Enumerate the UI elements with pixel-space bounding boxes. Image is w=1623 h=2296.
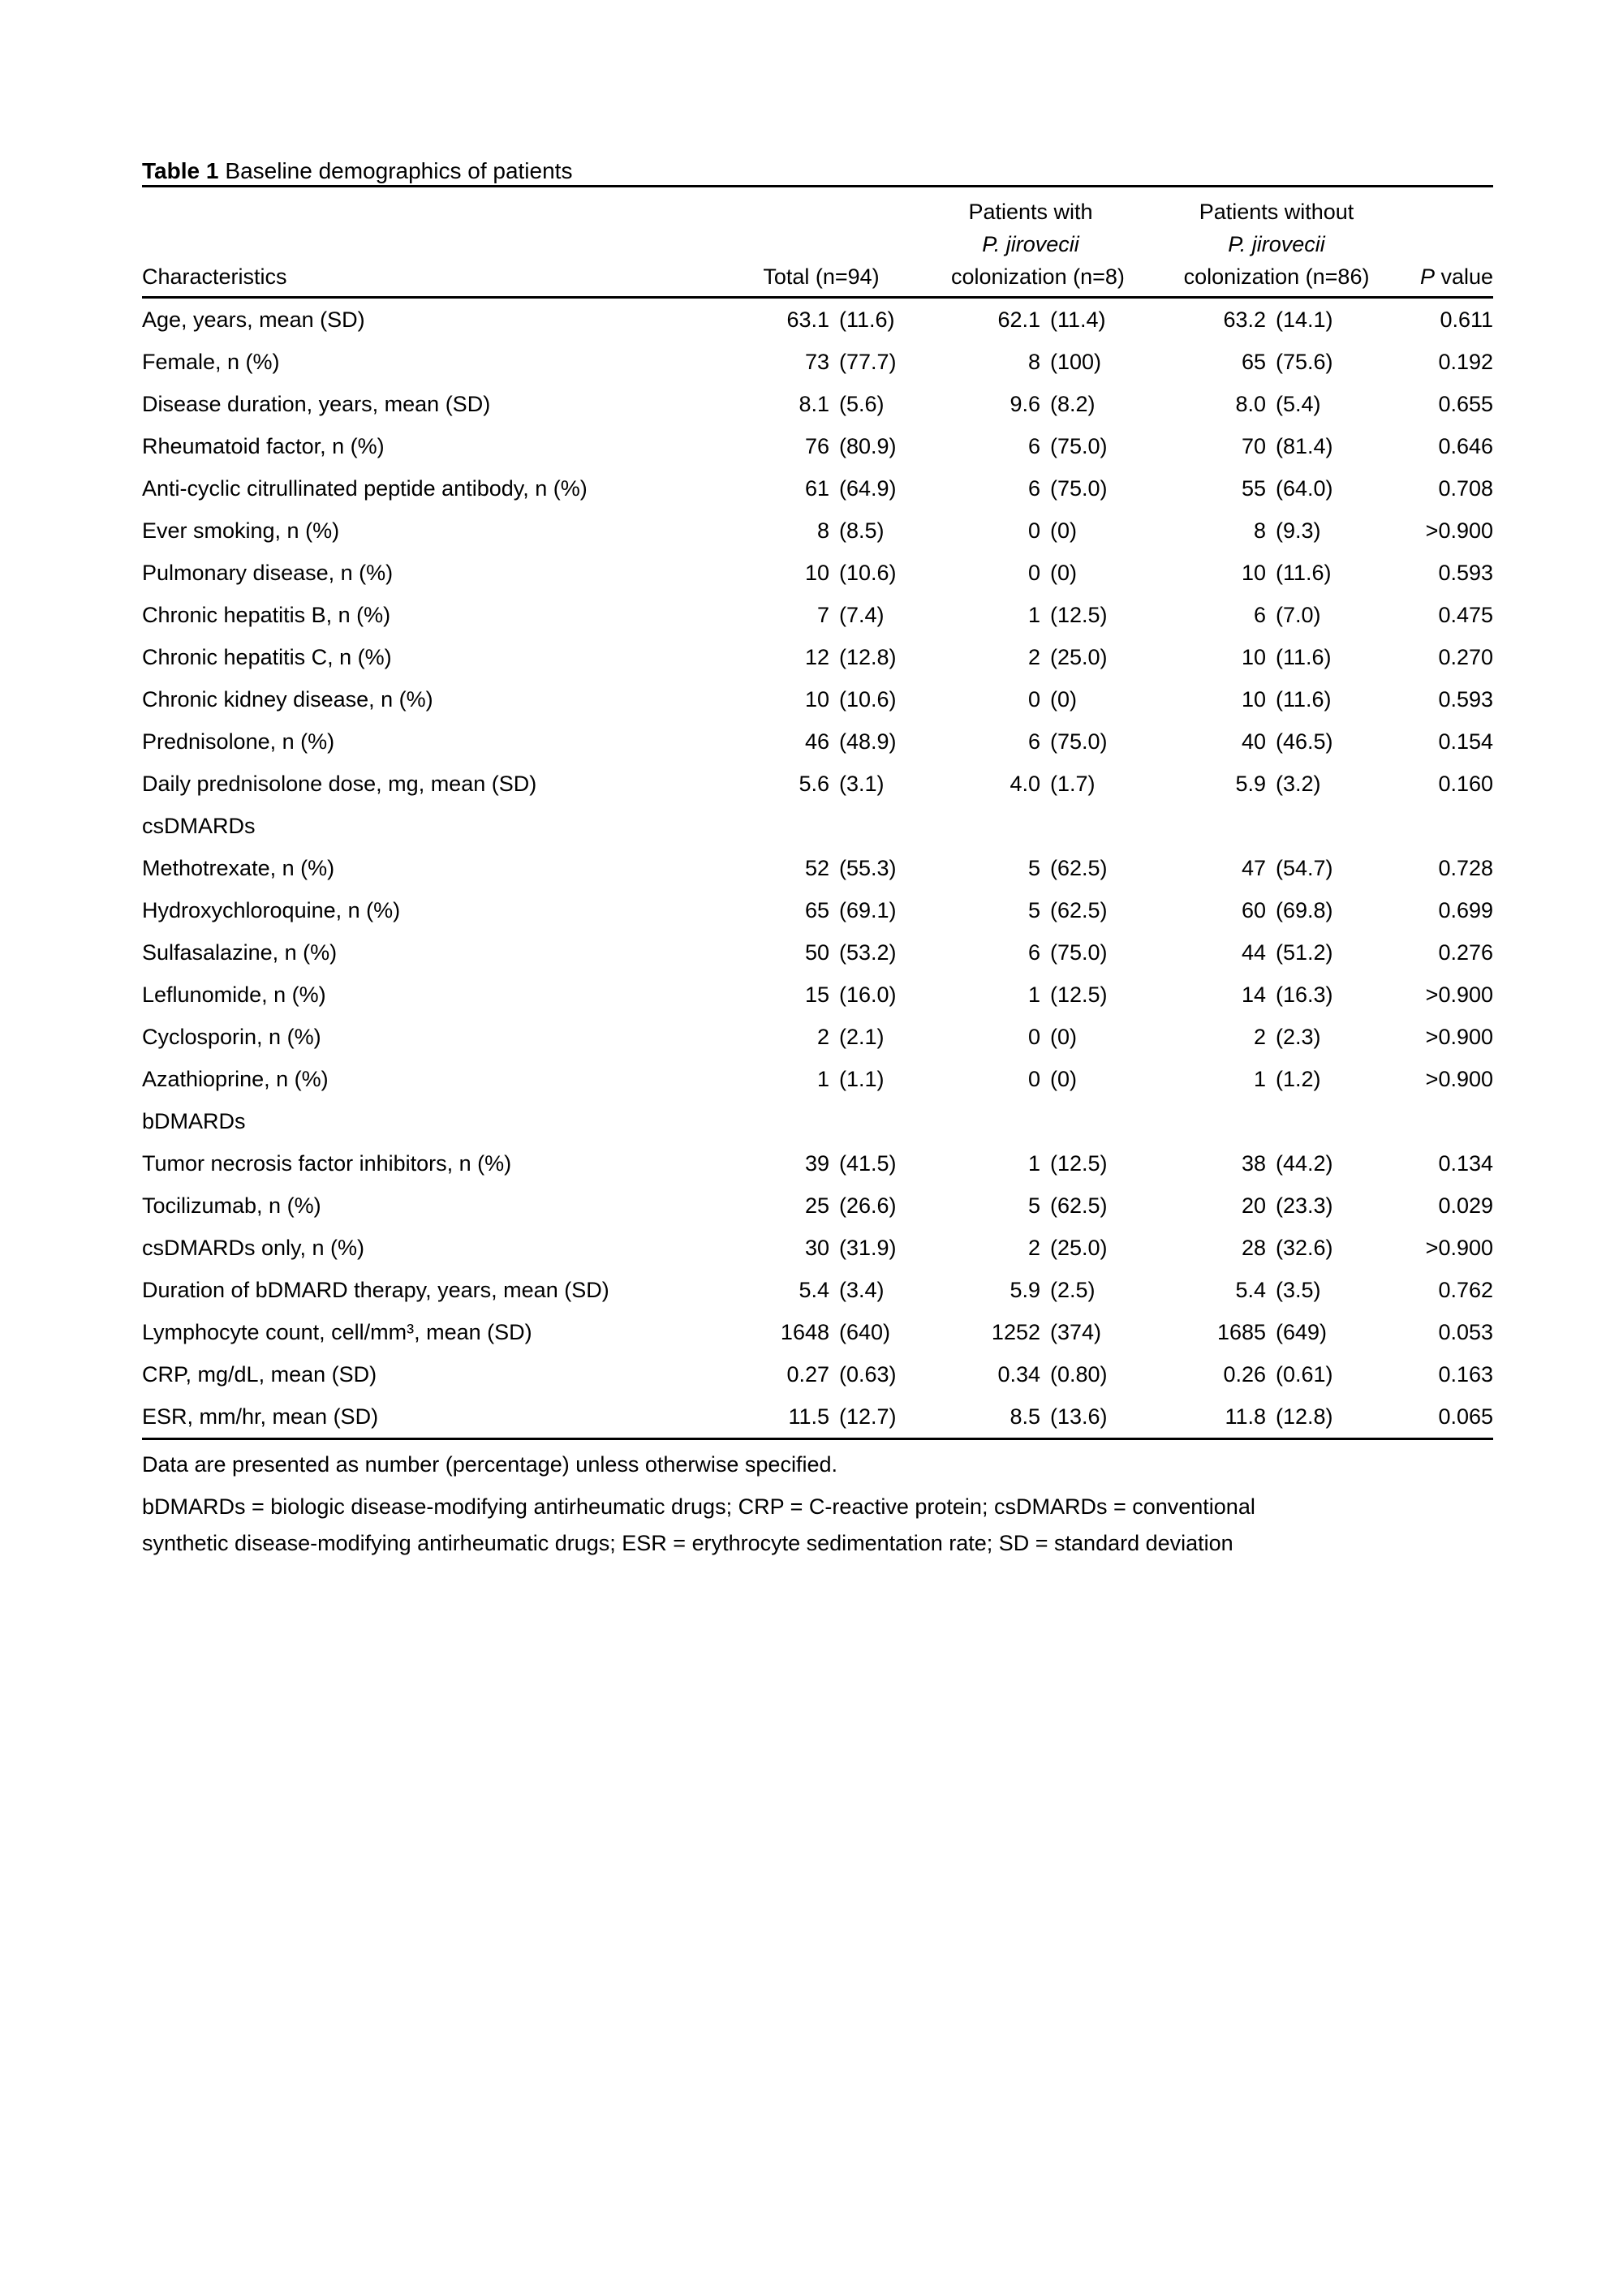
total-value: 2 <box>816 1025 829 1049</box>
row-label: Disease duration, years, mean (SD) <box>142 392 491 416</box>
colonized-value: 0 <box>1027 561 1040 585</box>
section-label: bDMARDs <box>142 1109 246 1133</box>
total-value: 52 <box>804 856 829 880</box>
footnotes <box>142 1448 1493 1562</box>
p-value: 0.611 <box>1440 307 1494 332</box>
noncolonized-value: 2 <box>1253 1025 1267 1049</box>
colonized-sd: (12.5) <box>1050 982 1108 1007</box>
col-header-pvalue-rest: value <box>1434 264 1494 289</box>
total-sd: (31.9) <box>839 1236 897 1260</box>
table-row <box>142 1058 1493 1100</box>
table-title <box>142 157 1493 185</box>
footnote-abbreviations-line-1: bDMARDs = biologic disease-modifying antirheumatic drugs; CRP = C-reactive protein; csDMARDs = conventional <box>142 1494 1255 1519</box>
total-value: 12 <box>804 645 829 669</box>
colonized-value: 1 <box>1027 1151 1040 1176</box>
noncolonized-sd: (44.2) <box>1276 1151 1333 1176</box>
colonized-sd: (75.0) <box>1050 434 1108 458</box>
noncolonized-sd: (2.3) <box>1276 1025 1321 1049</box>
row-label: Age, years, mean (SD) <box>142 307 365 332</box>
colonized-sd: (8.2) <box>1050 392 1096 416</box>
colonized-value: 8 <box>1027 350 1040 374</box>
p-value: 0.160 <box>1438 772 1494 796</box>
row-label: Sulfasalazine, n (%) <box>142 940 338 965</box>
total-value: 1648 <box>780 1320 829 1344</box>
total-sd: (53.2) <box>839 940 897 965</box>
total-value: 25 <box>804 1193 829 1218</box>
p-value: 0.728 <box>1438 856 1494 880</box>
noncolonized-value: 10 <box>1241 645 1267 669</box>
noncolonized-value: 11.8 <box>1225 1404 1267 1429</box>
colonized-sd: (25.0) <box>1050 645 1108 669</box>
total-sd: (8.5) <box>839 518 885 543</box>
colonized-sd: (12.5) <box>1050 1151 1108 1176</box>
table-row <box>142 678 1493 720</box>
table-row <box>142 931 1493 974</box>
colonized-value: 1 <box>1027 982 1040 1007</box>
p-value: 0.593 <box>1438 687 1494 712</box>
total-sd: (1.1) <box>839 1067 885 1091</box>
table-row <box>142 974 1493 1016</box>
table-row <box>142 383 1493 425</box>
p-value: 0.655 <box>1438 392 1494 416</box>
noncolonized-sd: (69.8) <box>1276 898 1333 922</box>
row-label: Cyclosporin, n (%) <box>142 1025 321 1049</box>
noncolonized-value: 10 <box>1241 561 1267 585</box>
total-sd: (16.0) <box>839 982 897 1007</box>
p-value: 0.065 <box>1438 1404 1494 1429</box>
table-row <box>142 889 1493 931</box>
p-value: 0.276 <box>1438 940 1494 965</box>
noncolonized-value: 1 <box>1253 1067 1267 1091</box>
p-value: >0.900 <box>1425 1236 1494 1260</box>
row-label: Duration of bDMARD therapy, years, mean (SD) <box>142 1278 609 1302</box>
total-sd: (640) <box>839 1320 891 1344</box>
col-header-noncolonized-line3: colonization (n=86) <box>1183 264 1370 289</box>
noncolonized-sd: (12.8) <box>1276 1404 1333 1429</box>
total-sd: (11.6) <box>839 307 895 332</box>
table-row <box>142 1227 1493 1269</box>
colonized-value: 9.6 <box>1010 392 1040 416</box>
total-value: 63.1 <box>786 307 829 332</box>
noncolonized-value: 40 <box>1241 729 1267 754</box>
p-value: 0.699 <box>1438 898 1494 922</box>
noncolonized-sd: (51.2) <box>1276 940 1333 965</box>
total-sd: (48.9) <box>839 729 897 754</box>
colonized-sd: (0) <box>1050 518 1077 543</box>
colonized-value: 2 <box>1027 645 1040 669</box>
noncolonized-value: 6 <box>1253 603 1267 627</box>
table-title-text: Baseline demographics of patients <box>225 158 573 183</box>
p-value: 0.708 <box>1438 476 1494 501</box>
total-value: 30 <box>804 1236 829 1260</box>
row-label: Chronic kidney disease, n (%) <box>142 687 433 712</box>
col-header-noncolonized-line1: Patients without <box>1199 200 1354 224</box>
footnote-abbreviations-line-2: synthetic disease-modifying antirheumatic drugs; ESR = erythrocyte sedimentation rate; SD = standard deviation <box>142 1531 1233 1555</box>
colonized-sd: (374) <box>1050 1320 1102 1344</box>
colonized-sd: (13.6) <box>1050 1404 1108 1429</box>
table-row <box>142 720 1493 763</box>
col-header-colonized <box>951 187 1169 298</box>
colonized-value: 1 <box>1027 603 1040 627</box>
col-header-colonized-line3: colonization (n=8) <box>951 264 1125 289</box>
table-row <box>142 1311 1493 1353</box>
total-sd: (77.7) <box>839 350 897 374</box>
colonized-value: 0 <box>1027 1067 1040 1091</box>
table-row <box>142 847 1493 889</box>
table-row <box>142 1269 1493 1311</box>
noncolonized-sd: (11.6) <box>1276 561 1332 585</box>
table-row <box>142 1395 1493 1439</box>
noncolonized-sd: (32.6) <box>1276 1236 1333 1260</box>
colonized-value: 0 <box>1027 1025 1040 1049</box>
total-value: 8 <box>816 518 829 543</box>
total-value: 5.6 <box>799 772 829 796</box>
noncolonized-sd: (81.4) <box>1276 434 1333 458</box>
row-label: Leflunomide, n (%) <box>142 982 326 1007</box>
noncolonized-sd: (54.7) <box>1276 856 1333 880</box>
p-value: 0.762 <box>1438 1278 1494 1302</box>
colonized-sd: (2.5) <box>1050 1278 1096 1302</box>
noncolonized-value: 28 <box>1241 1236 1267 1260</box>
colonized-value: 6 <box>1027 940 1040 965</box>
colonized-value: 1252 <box>991 1320 1040 1344</box>
p-value: 0.029 <box>1438 1193 1494 1218</box>
row-label: Anti-cyclic citrullinated peptide antibody, n (%) <box>142 476 588 501</box>
total-sd: (41.5) <box>839 1151 897 1176</box>
noncolonized-value: 1685 <box>1216 1320 1267 1344</box>
table-row <box>142 298 1493 342</box>
table-row <box>142 1142 1493 1185</box>
total-value: 73 <box>804 350 829 374</box>
row-label: Chronic hepatitis C, n (%) <box>142 645 392 669</box>
total-sd: (0.63) <box>839 1362 897 1387</box>
row-label: Lymphocyte count, cell/mm³, mean (SD) <box>142 1320 532 1344</box>
colonized-sd: (75.0) <box>1050 729 1108 754</box>
noncolonized-value: 10 <box>1241 687 1267 712</box>
p-value: >0.900 <box>1425 1067 1494 1091</box>
noncolonized-sd: (9.3) <box>1276 518 1321 543</box>
row-label: Pulmonary disease, n (%) <box>142 561 394 585</box>
noncolonized-sd: (3.2) <box>1276 772 1321 796</box>
total-sd: (64.9) <box>839 476 897 501</box>
noncolonized-sd: (0.61) <box>1276 1362 1333 1387</box>
total-sd: (5.6) <box>839 392 885 416</box>
colonized-value: 6 <box>1027 729 1040 754</box>
colonized-sd: (0) <box>1050 561 1077 585</box>
noncolonized-value: 5.9 <box>1235 772 1267 796</box>
row-label: Daily prednisolone dose, mg, mean (SD) <box>142 772 537 796</box>
noncolonized-sd: (649) <box>1276 1320 1328 1344</box>
total-sd: (3.1) <box>839 772 885 796</box>
noncolonized-value: 20 <box>1241 1193 1267 1218</box>
p-value: 0.154 <box>1438 729 1494 754</box>
row-label: CRP, mg/dL, mean (SD) <box>142 1362 377 1387</box>
noncolonized-value: 47 <box>1241 856 1267 880</box>
total-sd: (55.3) <box>839 856 897 880</box>
noncolonized-value: 70 <box>1241 434 1267 458</box>
p-value: 0.646 <box>1438 434 1494 458</box>
colonized-value: 8.5 <box>1010 1404 1040 1429</box>
table-row <box>142 425 1493 467</box>
noncolonized-sd: (23.3) <box>1276 1193 1333 1218</box>
noncolonized-sd: (11.6) <box>1276 687 1332 712</box>
col-header-pvalue <box>1389 187 1493 298</box>
row-label: csDMARDs only, n (%) <box>142 1236 365 1260</box>
colonized-value: 4.0 <box>1010 772 1040 796</box>
row-label: Methotrexate, n (%) <box>142 856 335 880</box>
total-sd: (69.1) <box>839 898 897 922</box>
row-label: Tumor necrosis factor inhibitors, n (%) <box>142 1151 512 1176</box>
row-label: Female, n (%) <box>142 350 280 374</box>
noncolonized-value: 14 <box>1241 982 1267 1007</box>
col-header-total: Total (n=94) <box>747 187 951 298</box>
noncolonized-value: 44 <box>1241 940 1267 965</box>
noncolonized-sd: (64.0) <box>1276 476 1333 501</box>
col-header-colonized-line1: Patients with <box>968 200 1093 224</box>
colonized-value: 5 <box>1027 898 1040 922</box>
colonized-sd: (25.0) <box>1050 1236 1108 1260</box>
table-row <box>142 467 1493 510</box>
total-sd: (3.4) <box>839 1278 885 1302</box>
colonized-value: 5 <box>1027 856 1040 880</box>
total-value: 0.27 <box>786 1362 829 1387</box>
row-label: Rheumatoid factor, n (%) <box>142 434 385 458</box>
noncolonized-sd: (14.1) <box>1276 307 1333 332</box>
col-header-characteristics: Characteristics <box>142 187 747 298</box>
p-value: 0.270 <box>1438 645 1494 669</box>
noncolonized-value: 8.0 <box>1235 392 1267 416</box>
total-sd: (80.9) <box>839 434 897 458</box>
colonized-sd: (62.5) <box>1050 898 1108 922</box>
table-row <box>142 1185 1493 1227</box>
noncolonized-value: 5.4 <box>1235 1278 1267 1302</box>
footnote-abbreviations <box>142 1489 1493 1562</box>
table-row <box>142 1353 1493 1395</box>
total-value: 8.1 <box>799 392 829 416</box>
p-value: >0.900 <box>1425 1025 1494 1049</box>
noncolonized-value: 0.26 <box>1223 1362 1267 1387</box>
noncolonized-sd: (16.3) <box>1276 982 1333 1007</box>
section-row <box>142 805 1493 847</box>
col-header-colonized-line2: P. jirovecii <box>982 232 1079 256</box>
noncolonized-value: 8 <box>1253 518 1267 543</box>
total-value: 7 <box>816 603 829 627</box>
table-row <box>142 594 1493 636</box>
colonized-value: 6 <box>1027 434 1040 458</box>
colonized-sd: (62.5) <box>1050 1193 1108 1218</box>
noncolonized-value: 60 <box>1241 898 1267 922</box>
header-row <box>142 187 1493 298</box>
footnote-data-note: Data are presented as number (percentage) unless otherwise specified. <box>142 1452 837 1477</box>
p-value: 0.163 <box>1438 1362 1494 1387</box>
colonized-sd: (1.7) <box>1050 772 1096 796</box>
colonized-value: 5.9 <box>1010 1278 1040 1302</box>
colonized-sd: (0) <box>1050 1025 1077 1049</box>
noncolonized-value: 55 <box>1241 476 1267 501</box>
colonized-sd: (0) <box>1050 1067 1077 1091</box>
table-number: Table 1 <box>142 158 219 183</box>
colonized-value: 0 <box>1027 687 1040 712</box>
colonized-sd: (0.80) <box>1050 1362 1108 1387</box>
noncolonized-sd: (11.6) <box>1276 645 1332 669</box>
colonized-sd: (62.5) <box>1050 856 1108 880</box>
row-label: Ever smoking, n (%) <box>142 518 340 543</box>
row-label: Chronic hepatitis B, n (%) <box>142 603 391 627</box>
p-value: 0.053 <box>1438 1320 1494 1344</box>
noncolonized-value: 63.2 <box>1223 307 1267 332</box>
total-value: 5.4 <box>799 1278 829 1302</box>
colonized-sd: (11.4) <box>1050 307 1106 332</box>
p-value: 0.134 <box>1438 1151 1494 1176</box>
total-value: 10 <box>804 687 829 712</box>
colonized-sd: (75.0) <box>1050 476 1108 501</box>
colonized-sd: (100) <box>1050 350 1102 374</box>
row-label: Tocilizumab, n (%) <box>142 1193 321 1218</box>
noncolonized-sd: (5.4) <box>1276 392 1321 416</box>
noncolonized-sd: (7.0) <box>1276 603 1321 627</box>
total-sd: (10.6) <box>839 561 897 585</box>
total-sd: (26.6) <box>839 1193 897 1218</box>
col-header-noncolonized <box>1169 187 1389 298</box>
total-sd: (12.7) <box>839 1404 897 1429</box>
row-label: Hydroxychloroquine, n (%) <box>142 898 401 922</box>
colonized-value: 5 <box>1027 1193 1040 1218</box>
total-sd: (2.1) <box>839 1025 885 1049</box>
noncolonized-sd: (75.6) <box>1276 350 1333 374</box>
noncolonized-sd: (46.5) <box>1276 729 1333 754</box>
table-row <box>142 552 1493 594</box>
row-label: Prednisolone, n (%) <box>142 729 335 754</box>
p-value: >0.900 <box>1425 518 1494 543</box>
colonized-value: 2 <box>1027 1236 1040 1260</box>
p-value: >0.900 <box>1425 982 1494 1007</box>
total-value: 61 <box>804 476 829 501</box>
colonized-sd: (12.5) <box>1050 603 1108 627</box>
table-row <box>142 636 1493 678</box>
row-label: ESR, mm/hr, mean (SD) <box>142 1404 379 1429</box>
table-row <box>142 341 1493 383</box>
total-value: 65 <box>804 898 829 922</box>
total-value: 11.5 <box>788 1404 829 1429</box>
table-row <box>142 510 1493 552</box>
section-row <box>142 1100 1493 1142</box>
noncolonized-value: 65 <box>1241 350 1267 374</box>
total-value: 39 <box>804 1151 829 1176</box>
row-label: Azathioprine, n (%) <box>142 1067 329 1091</box>
total-value: 15 <box>804 982 829 1007</box>
total-value: 76 <box>804 434 829 458</box>
total-value: 1 <box>816 1067 829 1091</box>
col-header-noncolonized-line2: P. jirovecii <box>1228 232 1325 256</box>
noncolonized-sd: (3.5) <box>1276 1278 1321 1302</box>
colonized-value: 0.34 <box>997 1362 1040 1387</box>
total-value: 10 <box>804 561 829 585</box>
col-header-pvalue-p: P <box>1419 264 1435 289</box>
colonized-sd: (75.0) <box>1050 940 1108 965</box>
noncolonized-value: 38 <box>1241 1151 1267 1176</box>
total-sd: (7.4) <box>839 603 885 627</box>
colonized-value: 0 <box>1027 518 1040 543</box>
colonized-value: 62.1 <box>997 307 1040 332</box>
section-label: csDMARDs <box>142 814 256 838</box>
total-sd: (12.8) <box>839 645 897 669</box>
p-value: 0.593 <box>1438 561 1494 585</box>
demographics-table <box>142 185 1493 1440</box>
noncolonized-sd: (1.2) <box>1276 1067 1321 1091</box>
total-value: 46 <box>804 729 829 754</box>
total-sd: (10.6) <box>839 687 897 712</box>
p-value: 0.475 <box>1438 603 1494 627</box>
table-row <box>142 1016 1493 1058</box>
table-row <box>142 763 1493 805</box>
colonized-value: 6 <box>1027 476 1040 501</box>
colonized-sd: (0) <box>1050 687 1077 712</box>
total-value: 50 <box>804 940 829 965</box>
p-value: 0.192 <box>1438 350 1494 374</box>
